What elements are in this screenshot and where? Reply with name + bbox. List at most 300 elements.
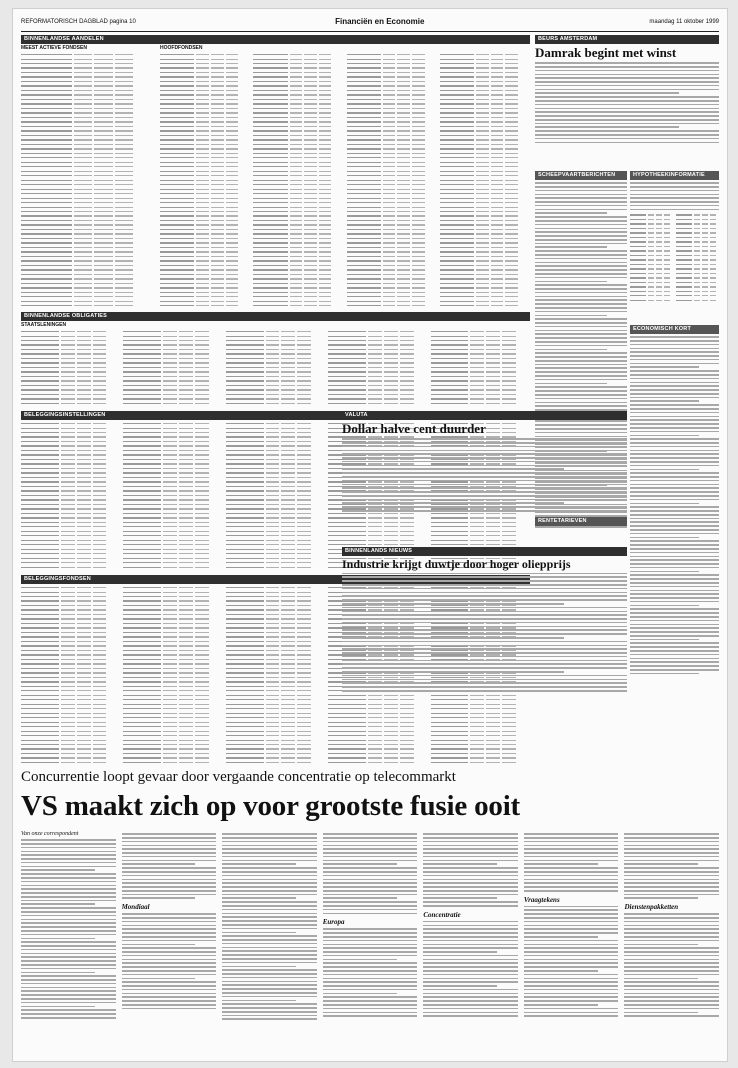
row-value-line (400, 336, 414, 337)
row-name-line (160, 85, 194, 86)
row-value-line (94, 166, 113, 167)
table-row (440, 134, 530, 138)
row-name-line (123, 659, 161, 660)
row-value-line (163, 748, 177, 749)
row-value-line (211, 260, 224, 261)
row-value-line (319, 90, 332, 91)
row-value-line (648, 255, 654, 256)
table-row (440, 291, 530, 295)
row-name-line (347, 117, 381, 118)
table-row (226, 458, 325, 462)
row-name-line (123, 459, 161, 460)
table-row (226, 617, 325, 621)
row-value-line (470, 398, 484, 399)
text-line (122, 856, 217, 858)
table-row (226, 498, 325, 502)
row-value-line (77, 344, 91, 345)
row-value-line (93, 695, 107, 696)
row-value-line (94, 162, 113, 163)
row-value-line (397, 90, 410, 91)
table-row (21, 111, 154, 115)
text-line (423, 959, 518, 961)
text-line (630, 669, 719, 671)
text-line (423, 882, 518, 884)
table-row (440, 282, 530, 286)
row-value-line (319, 67, 332, 68)
row-value-line (74, 139, 93, 140)
table-row (676, 240, 719, 244)
row-value-line (502, 358, 516, 359)
row-value-line (505, 193, 518, 194)
row-name-line (21, 659, 59, 660)
table-row (21, 761, 120, 763)
row-name-line (226, 735, 264, 736)
row-name-line (253, 117, 287, 118)
row-value-line (383, 126, 396, 127)
row-name-line (347, 59, 381, 60)
text-line (21, 960, 116, 962)
row-value-line (476, 180, 489, 181)
row-value-line (412, 229, 425, 230)
dollar-headline: Dollar halve cent duurder (342, 421, 486, 436)
masthead-title: Financiën en Economie (335, 17, 425, 26)
text-line (423, 1015, 518, 1017)
table-row (123, 435, 222, 439)
fill-text (342, 438, 627, 511)
row-value-line (319, 283, 332, 284)
row-value-line (297, 428, 311, 429)
row-value-line (368, 389, 382, 390)
row-name-line (630, 286, 646, 287)
row-value-line (77, 441, 91, 442)
row-value-line (115, 184, 134, 185)
text-line (535, 194, 627, 196)
row-value-line (412, 59, 425, 60)
row-value-line (297, 558, 311, 559)
row-value-line (77, 587, 91, 588)
row-value-line (486, 344, 500, 345)
row-name-line (226, 726, 264, 727)
row-name-line (226, 344, 264, 345)
text-line (630, 525, 719, 527)
row-value-line (664, 264, 670, 265)
row-value-line (648, 250, 654, 251)
row-value-line (74, 189, 93, 190)
row-value-line (74, 171, 93, 172)
row-value-line (211, 121, 224, 122)
row-value-line (281, 708, 295, 709)
row-value-line (304, 162, 317, 163)
row-value-line (505, 148, 518, 149)
row-name-line (226, 531, 264, 532)
row-value-line (77, 535, 91, 536)
row-name-line (630, 232, 646, 233)
text-line (342, 663, 627, 665)
row-name-line (253, 193, 287, 194)
row-name-line (347, 198, 381, 199)
row-value-line (304, 238, 317, 239)
row-value-line (94, 233, 113, 234)
row-value-line (281, 450, 295, 451)
row-value-line (179, 632, 193, 633)
row-value-line (397, 296, 410, 297)
row-name-line (226, 722, 264, 723)
row-value-line (505, 144, 518, 145)
row-name-line (253, 148, 287, 149)
row-value-line (266, 663, 280, 664)
row-value-line (319, 63, 332, 64)
row-value-line (266, 445, 280, 446)
row-name-line (160, 296, 194, 297)
row-value-line (74, 59, 93, 60)
table-row (440, 183, 530, 187)
row-value-line (281, 389, 295, 390)
row-value-line (179, 481, 193, 482)
row-value-line (163, 686, 177, 687)
row-value-line (115, 157, 134, 158)
row-name-line (21, 436, 59, 437)
row-value-line (266, 486, 280, 487)
table-row (226, 676, 325, 680)
row-name-line (160, 247, 194, 248)
row-value-line (383, 198, 396, 199)
row-value-line (196, 180, 209, 181)
row-value-line (397, 108, 410, 109)
table-row (676, 249, 719, 253)
table-row (440, 268, 530, 272)
row-value-line (491, 207, 504, 208)
row-name-line (21, 672, 59, 673)
row-value-line (281, 463, 295, 464)
table-row (253, 178, 343, 182)
row-name-line (123, 757, 161, 758)
row-value-line (94, 130, 113, 131)
text-line (222, 928, 317, 930)
text-line (21, 930, 116, 932)
row-value-line (383, 202, 396, 203)
row-name-line (21, 472, 59, 473)
row-name-line (21, 301, 72, 302)
row-value-line (290, 112, 303, 113)
row-name-line (253, 247, 287, 248)
beurs-article (535, 35, 719, 167)
row-value-line (179, 614, 193, 615)
text-line (222, 943, 317, 945)
text-line (624, 913, 719, 915)
table-row (21, 71, 154, 75)
row-value-line (196, 251, 209, 252)
row-value-line (179, 394, 193, 395)
row-name-line (21, 59, 72, 60)
row-name-line (226, 641, 264, 642)
table-row (328, 393, 427, 397)
table-row (431, 397, 530, 401)
row-name-line (440, 224, 474, 225)
row-name-line (440, 63, 474, 64)
row-value-line (74, 126, 93, 127)
row-value-line (412, 301, 425, 302)
row-value-line (397, 171, 410, 172)
row-value-line (94, 251, 113, 252)
row-value-line (319, 265, 332, 266)
row-value-line (61, 704, 75, 705)
row-value-line (476, 144, 489, 145)
row-value-line (304, 85, 317, 86)
row-value-line (266, 713, 280, 714)
text-line (624, 955, 719, 957)
row-value-line (115, 135, 134, 136)
table-row (160, 143, 250, 147)
table-row (21, 613, 120, 617)
row-name-line (347, 180, 381, 181)
row-value-line (505, 269, 518, 270)
scheepvaart-header: SCHEEPVAARTBERICHTEN (535, 171, 627, 180)
row-name-line (347, 202, 381, 203)
row-value-line (648, 214, 654, 215)
row-value-line (226, 251, 239, 252)
row-value-line (281, 477, 295, 478)
row-value-line (290, 180, 303, 181)
row-value-line (297, 735, 311, 736)
row-name-line (21, 63, 72, 64)
row-value-line (491, 229, 504, 230)
lead-body (21, 831, 719, 1053)
row-name-line (226, 517, 264, 518)
row-value-line (94, 211, 113, 212)
row-value-line (226, 265, 239, 266)
row-name-line (160, 220, 194, 221)
row-value-line (290, 67, 303, 68)
row-value-line (412, 166, 425, 167)
row-value-line (290, 135, 303, 136)
row-name-line (676, 255, 692, 256)
row-value-line (476, 278, 489, 279)
row-value-line (304, 305, 317, 306)
text-line (624, 940, 719, 942)
row-name-line (328, 394, 366, 395)
row-value-line (266, 513, 280, 514)
table-row (253, 291, 343, 295)
text-line (630, 616, 719, 618)
row-value-line (368, 349, 382, 350)
text-line (342, 686, 627, 688)
row-name-line (328, 380, 366, 381)
row-value-line (281, 513, 295, 514)
row-value-line (179, 690, 193, 691)
table-row (123, 658, 222, 662)
table-row (440, 201, 530, 205)
row-value-line (505, 117, 518, 118)
row-name-line (440, 81, 474, 82)
table-row (347, 192, 437, 196)
row-value-line (226, 256, 239, 257)
row-value-line (93, 699, 107, 700)
row-value-line (61, 522, 75, 523)
row-name-line (160, 139, 194, 140)
table-row (160, 102, 250, 106)
row-value-line (196, 229, 209, 230)
text-line (323, 1004, 418, 1006)
table-row (160, 219, 250, 223)
row-value-line (297, 508, 311, 509)
row-name-line (21, 139, 72, 140)
row-value-line (319, 162, 332, 163)
row-value-line (61, 490, 75, 491)
row-value-line (281, 423, 295, 424)
row-value-line (297, 353, 311, 354)
row-value-line (61, 636, 75, 637)
table-row (226, 343, 325, 347)
table-row (253, 273, 343, 277)
row-value-line (74, 135, 93, 136)
row-value-line (226, 184, 239, 185)
row-name-line (347, 103, 381, 104)
row-name-line (440, 135, 474, 136)
row-name-line (440, 112, 474, 113)
row-name-line (630, 255, 646, 256)
table-row (440, 93, 530, 97)
row-name-line (123, 362, 161, 363)
row-value-line (179, 726, 193, 727)
table-row (123, 406, 222, 407)
row-value-line (266, 668, 280, 669)
text-line (630, 450, 719, 452)
text-line (423, 905, 518, 907)
row-value-line (93, 748, 107, 749)
row-name-line (440, 260, 474, 261)
hypotheek-header: HYPOTHEEKINFORMATIE (630, 171, 719, 180)
text-line (21, 862, 116, 864)
text-line (122, 1004, 217, 1006)
row-value-line (61, 508, 75, 509)
row-value-line (179, 522, 193, 523)
text-line (423, 985, 497, 987)
row-value-line (211, 103, 224, 104)
row-value-line (297, 722, 311, 723)
row-value-line (195, 389, 209, 390)
row-value-line (179, 428, 193, 429)
table-row (123, 343, 222, 347)
row-value-line (93, 592, 107, 593)
row-value-line (476, 112, 489, 113)
row-value-line (195, 331, 209, 332)
table-row (347, 300, 437, 304)
text-line (524, 944, 619, 946)
row-value-line (74, 229, 93, 230)
text-line (342, 502, 564, 504)
row-name-line (123, 618, 161, 619)
table-row (21, 75, 154, 79)
table-row (328, 339, 427, 343)
text-line (524, 909, 619, 911)
table-row (160, 178, 250, 182)
table-row (630, 213, 673, 217)
row-name-line (676, 237, 692, 238)
row-value-line (266, 522, 280, 523)
row-value-line (368, 367, 382, 368)
row-value-line (93, 567, 107, 568)
row-value-line (115, 144, 134, 145)
row-value-line (226, 94, 239, 95)
text-line (535, 307, 627, 309)
table-row (347, 196, 437, 200)
row-value-line (383, 112, 396, 113)
text-line (222, 894, 317, 896)
table-row (226, 702, 325, 706)
row-name-line (123, 513, 161, 514)
row-name-line (21, 148, 72, 149)
text-line (630, 552, 719, 554)
row-name-line (253, 94, 287, 95)
row-value-line (319, 81, 332, 82)
row-value-line (266, 499, 280, 500)
row-name-line (347, 90, 381, 91)
fill-text (624, 913, 719, 1017)
row-value-line (179, 562, 193, 563)
row-value-line (94, 202, 113, 203)
lead-subhead: Dienstenpakketten (624, 903, 679, 912)
row-value-line (412, 67, 425, 68)
row-name-line (347, 242, 381, 243)
row-value-line (74, 274, 93, 275)
row-value-line (211, 189, 224, 190)
row-name-line (123, 600, 161, 601)
row-value-line (412, 112, 425, 113)
row-value-line (266, 344, 280, 345)
table-row (328, 397, 427, 401)
table-column (226, 329, 325, 407)
text-line (630, 571, 699, 573)
row-value-line (290, 278, 303, 279)
row-value-line (297, 490, 311, 491)
text-line (630, 661, 719, 663)
row-value-line (61, 504, 75, 505)
text-line (323, 867, 418, 869)
row-value-line (93, 463, 107, 464)
text-line (624, 978, 698, 980)
row-value-line (195, 558, 209, 559)
row-name-line (21, 553, 59, 554)
table-row (21, 339, 120, 343)
row-name-line (226, 605, 264, 606)
row-value-line (368, 353, 382, 354)
row-name-line (21, 256, 72, 257)
row-value-line (290, 269, 303, 270)
row-name-line (347, 76, 381, 77)
row-value-line (93, 535, 107, 536)
row-value-line (179, 663, 193, 664)
row-value-line (383, 292, 396, 293)
row-name-line (21, 450, 59, 451)
row-value-line (476, 63, 489, 64)
row-value-line (61, 618, 75, 619)
text-line (524, 882, 619, 884)
text-line (630, 351, 719, 353)
text-line (21, 903, 95, 905)
row-value-line (297, 380, 311, 381)
table-row (123, 366, 222, 370)
table-row (226, 658, 325, 662)
text-line (423, 879, 518, 881)
row-value-line (195, 567, 209, 568)
row-name-line (21, 535, 59, 536)
row-name-line (160, 81, 194, 82)
table-row (347, 250, 437, 254)
row-value-line (266, 495, 280, 496)
row-value-line (266, 609, 280, 610)
row-value-line (211, 265, 224, 266)
text-line (535, 258, 627, 260)
